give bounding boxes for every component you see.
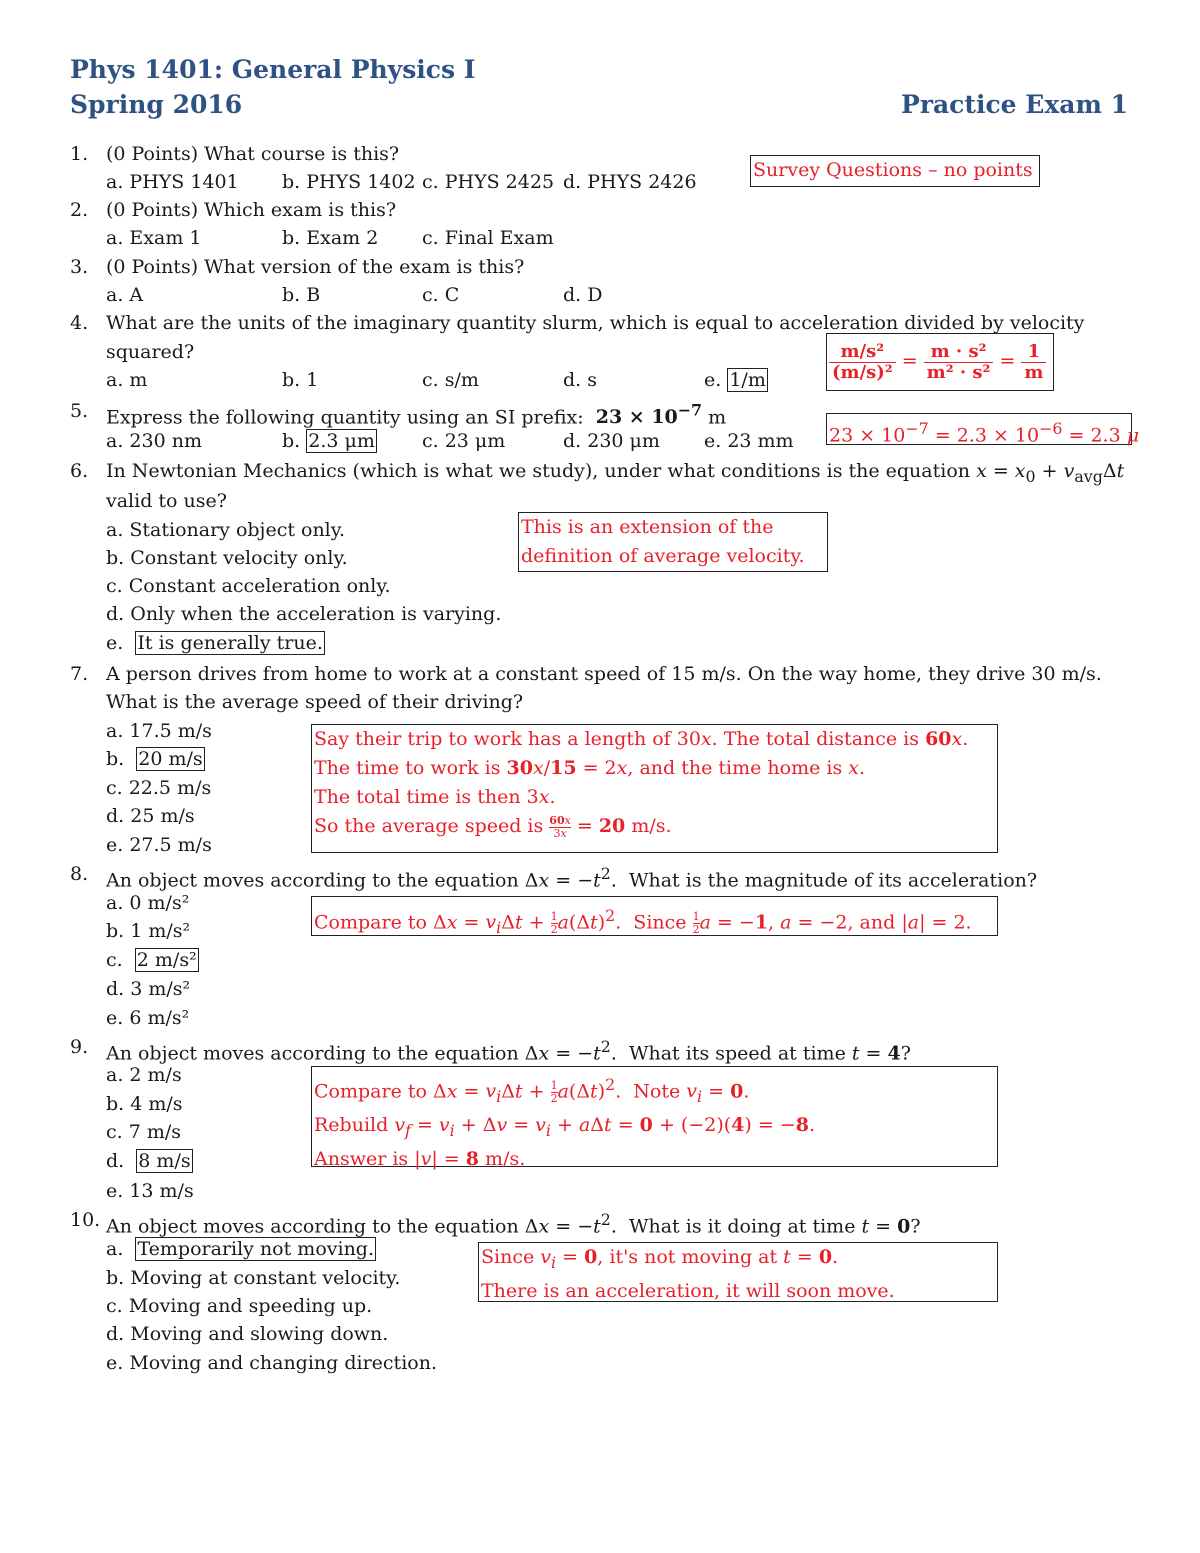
q9-option-c: c. 7 m/s: [106, 1121, 182, 1143]
q7-option-e: e. 27.5 m/s: [106, 834, 212, 856]
q4-answer-box: 1/m: [729, 369, 766, 391]
q10-note: Since $v_i = 0$, it's not moving at t = 0. There is an acceleration, it will soon move.: [478, 1242, 998, 1302]
q6-option-c: c. Constant acceleration only.: [106, 575, 391, 597]
q8-option-b: b. 1 m/s²: [106, 920, 191, 942]
q5-option-a: a. 230 nm: [106, 430, 202, 452]
q2-number: 2.: [70, 199, 89, 221]
q2-text: (0 Points) Which exam is this?: [106, 199, 397, 221]
q1-number: 1.: [70, 143, 89, 165]
q3-text: (0 Points) What version of the exam is this?: [106, 256, 525, 278]
q8-answer-box: 2 m/s²: [136, 949, 197, 971]
q6-note-line2: definition of average velocity.: [521, 545, 805, 567]
q6-note-line1: This is an extension of the: [521, 516, 774, 538]
q9-note: Compare to $\Delta x = v_i\Delta t$ + $\frac{1}{2}$ $a(\Delta t)^2$. Note $v_i = 0$. Rebuild $v_f = v_i + \Delta v = v_i + a\Delta t = 0 + (-2)(4) = -8$. Answer is |v| = 8 m/s.: [311, 1066, 998, 1167]
q4-option-c: c. s/m: [422, 369, 479, 391]
q10-answer-box: Temporarily not moving.: [137, 1238, 375, 1260]
q5-option-b: [282, 429, 377, 453]
q6-option-d: d. Only when the acceleration is varying.: [106, 603, 502, 625]
q3-option-d: d. D: [563, 284, 603, 306]
q7-note: Say their trip to work has a length of 30x. The total distance is 60x. The time to work is 30x/15 = 2x, and the time home is x. The total time is then 3x. So the average speed is $\frac{60x}{3x}$ = 20 m/s.: [311, 724, 998, 853]
q9-answer-box: 8 m/s: [138, 1150, 191, 1172]
q3-option-b: b. B: [282, 284, 321, 306]
q3-number: 3.: [70, 256, 89, 278]
q1-option-c: c. PHYS 2425: [422, 171, 555, 193]
q6-option-e: [106, 631, 325, 655]
q9-number: 9.: [70, 1036, 89, 1058]
q1-option-d: d. PHYS 2426: [563, 171, 697, 193]
q5-option-b-label: b.: [282, 430, 301, 452]
q4-note: $\frac{\text{m/s²}}{\text{(m/s)²}}$ = $\frac{\text{m · s²}}{\text{m² · s²}}$ = $\frac{1}{m}$: [826, 333, 1054, 391]
q8-text: An object moves according to the equation $\Delta x = -t^2$. What is the magnitude of its acceleration?: [106, 864, 1038, 892]
q7-option-b: [106, 747, 205, 771]
q10-text-main: What is it doing at time: [628, 1215, 856, 1238]
survey-note: [750, 155, 1040, 187]
q5-option-d: d. 230 μm: [563, 430, 660, 452]
q7-number: 7.: [70, 663, 89, 685]
course-title: Phys 1401: General Physics I: [70, 55, 476, 84]
q6-note: [518, 512, 828, 572]
q9-option-b: b. 4 m/s: [106, 1093, 183, 1115]
q8-number: 8.: [70, 863, 89, 885]
q9-option-e: e. 13 m/s: [106, 1180, 194, 1202]
q5-number: 5.: [70, 400, 89, 422]
q7-answer-box: 20 m/s: [138, 748, 203, 770]
q10-option-d: d. Moving and slowing down.: [106, 1323, 389, 1345]
q5-text-main: Express the following quantity using an SI prefix:: [106, 406, 584, 429]
q2-option-a: a. Exam 1: [106, 227, 202, 249]
q9-text: An object moves according to the equation $\Delta x = -t^2$. What its speed at time t = 4?: [106, 1037, 911, 1065]
q10-option-e: e. Moving and changing direction.: [106, 1352, 437, 1374]
q10-option-c: c. Moving and speeding up.: [106, 1295, 373, 1317]
q9-option-d: [106, 1149, 193, 1173]
q6-answer-box: It is generally true.: [137, 632, 323, 654]
q8-option-d: d. 3 m/s²: [106, 978, 191, 1000]
q1-option-a: a. PHYS 1401: [106, 171, 239, 193]
q1-option-b: b. PHYS 1402: [282, 171, 416, 193]
q8-option-c-label: c.: [106, 949, 123, 971]
q6-number: 6.: [70, 460, 89, 482]
q4-option-e-label: e.: [704, 369, 722, 391]
q5-option-e: e. 23 mm: [704, 430, 794, 452]
q6-option-a: a. Stationary object only.: [106, 519, 346, 541]
q4-option-b: b. 1: [282, 369, 319, 391]
exam-title: Practice Exam 1: [901, 90, 1128, 119]
q4-text: What are the units of the imaginary quantity slurm, which is equal to acceleration divided by velocity: [106, 312, 1085, 334]
q8-option-a: a. 0 m/s²: [106, 892, 190, 914]
q10-option-a-label: a.: [106, 1238, 124, 1260]
q6-option-b: b. Constant velocity only.: [106, 547, 348, 569]
q8-text-main: What is the magnitude of its acceleration?: [628, 869, 1038, 892]
q5-text: Express the following quantity using an SI prefix: $23 \times 10^{-7}$ m: [106, 401, 727, 429]
q3-option-a: a. A: [106, 284, 144, 306]
q4-option-e: [704, 368, 768, 392]
q8-option-c: [106, 948, 199, 972]
q5-option-c: c. 23 μm: [422, 430, 506, 452]
q6-text-cont: valid to use?: [106, 490, 227, 512]
q10-text: An object moves according to the equation $\Delta x = -t^2$. What is it doing at time t = 0?: [106, 1210, 921, 1238]
q7-text: A person drives from home to work at a constant speed of 15 m/s. On the way home, they drive 30 m/s.: [106, 663, 1102, 685]
q10-number: 10.: [70, 1209, 101, 1231]
q8-note: Compare to $\Delta x = v_i\Delta t$ + $\frac{1}{2}$ $a(\Delta t)^2$. Since $\frac{1}{2}$ a = −1, a = −2, and |a| = 2.: [311, 896, 998, 936]
q4-option-a: a. m: [106, 369, 148, 391]
q10-option-b: b. Moving at constant velocity.: [106, 1267, 401, 1289]
q4-text-cont: squared?: [106, 341, 195, 363]
q4-number: 4.: [70, 312, 89, 334]
q9-option-a: a. 2 m/s: [106, 1064, 182, 1086]
q2-option-c: c. Final Exam: [422, 227, 554, 249]
q3-option-c: c. C: [422, 284, 460, 306]
q7-option-d: d. 25 m/s: [106, 805, 195, 827]
q10-option-a: [106, 1237, 376, 1261]
q2-option-b: b. Exam 2: [282, 227, 379, 249]
q5-answer-box: 2.3 μm: [308, 430, 375, 452]
q6-option-e-label: e.: [106, 632, 124, 654]
q7-option-c: c. 22.5 m/s: [106, 777, 212, 799]
q4-option-d: d. s: [563, 369, 597, 391]
q6-text-main: In Newtonian Mechanics (which is what we study), under what conditions is the equation: [106, 460, 971, 482]
q7-option-a: a. 17.5 m/s: [106, 720, 212, 742]
q5-note: $23 \times 10^{-7} = 2.3 \times 10^{-6} = 2.3$ μ: [826, 413, 1132, 445]
q7-text-cont: What is the average speed of their driving?: [106, 691, 524, 713]
survey-note-text: Survey Questions – no points: [753, 159, 1033, 181]
q9-text-main: What its speed at time: [628, 1042, 846, 1065]
q8-option-e: e. 6 m/s²: [106, 1007, 190, 1029]
q1-text: (0 Points) What course is this?: [106, 143, 400, 165]
q7-option-b-label: b.: [106, 748, 125, 770]
term-title: Spring 2016: [70, 90, 243, 119]
q9-option-d-label: d.: [106, 1150, 125, 1172]
q6-text: In Newtonian Mechanics (which is what we study), under what conditions is the equation $x = x_0 + v_{avg}\Delta t$: [106, 460, 1125, 486]
